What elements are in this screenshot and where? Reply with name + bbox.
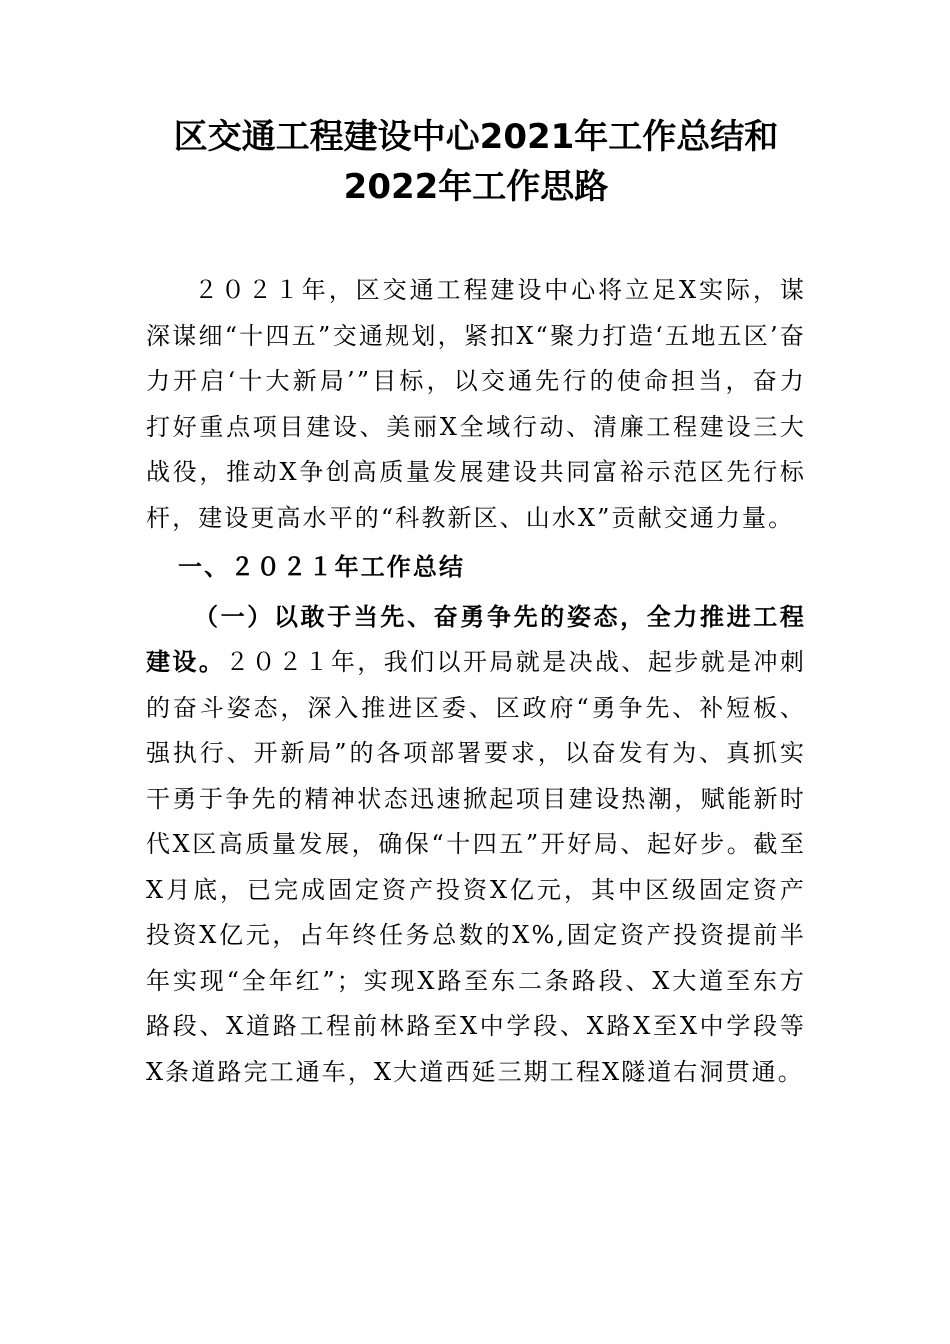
body-text [146,268,806,1095]
subsection-paragraph-1 [146,595,806,1096]
document-title [146,112,806,212]
title-line-1: 区交通工程建设中心2021年工作总结和 [173,117,779,157]
intro-paragraph: ２０２１年，区交通工程建设中心将立足X实际，谋深谋细“十四五”交通规划，紧扣X“聚力打造‘五地五区’奋力开启‘十大新局’”目标，以交通先行的使命担当，奋力打好重点项目建设、美丽X全域行动、清廉工程建设三大战役，推动X争创高质量发展建设共同富裕示范区先行标杆，建设更高水平的“科教新区、山水X”贡献交通力量。 [146,276,806,532]
subsection-lead-1: （一）以敢于当先、奋勇争先的姿态，全力推进工程建设。 [146,602,806,676]
document-body [146,112,806,1095]
section-heading-1: 一、２０２１年工作总结 [178,553,466,581]
subsection-body-1: ２０２１年，我们以开局就是决战、起步就是冲刺的奋斗姿态，深入推进区委、区政府“勇争先、补短板、强执行、开新局”的各项部署要求，以奋发有为、真抓实干勇于争先的精神状态迅速掀起项目建设热潮，赋能新时代X区高质量发展，确保“十四五”开好局、起好步。截至X月底，已完成固定资产投资X亿元，其中区级固定资产投资X亿元，占年终任务总数的X%,固定资产投资提前半年实现“全年红”；实现X路至东二条路段、X大道至东方路段、X道路工程前林路至X中学段、X路X至X中学段等X条道路完工通车，X大道西延三期工程X隧道右洞贯通。 [146,648,806,1086]
title-line-2: 2022年工作思路 [343,167,609,207]
